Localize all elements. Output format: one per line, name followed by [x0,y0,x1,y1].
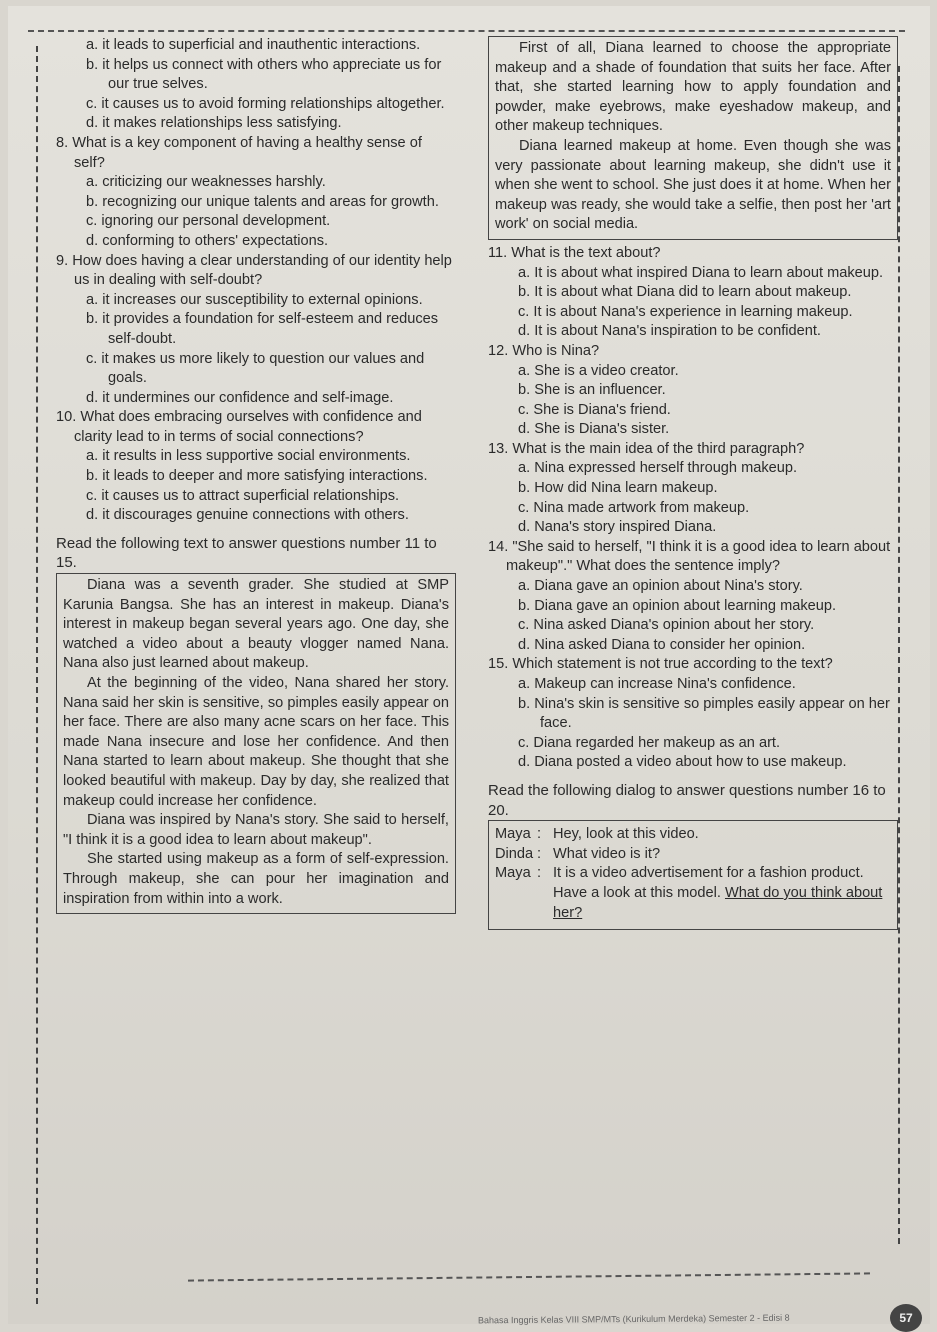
option-11d: d. It is about Nana's inspiration to be confident. [518,323,821,340]
question-15 [488,655,898,773]
question-10 [56,408,456,526]
question-10-text: 10. What does embracing ourselves with confidence and clarity lead to in terms of social connections? [56,409,422,445]
dialog-line: Maya : Hey, look at this video. [495,825,891,845]
dialog-line: Maya : It is a video advertisement for a fashion product. Have a look at this model. What do you think about her? [495,864,891,923]
option-12c: c. She is Diana's friend. [518,401,671,418]
right-column [488,36,898,930]
option-8b: b. recognizing our unique talents and areas for growth. [86,193,439,210]
option-13d: d. Nana's story inspired Diana. [518,519,717,536]
option-11c: c. It is about Nana's experience in learning makeup. [518,303,853,320]
option-15d: d. Diana posted a video about how to use makeup. [518,754,847,771]
passage-paragraph-2: At the beginning of the video, Nana shared her story. Nana said her skin is sensitive, so pimples easily appear on her face. There are also many acne scars on her face. This made Nana insecure and lose her confidence. And then Nana started to learn about makeup. She thought that she looked beautiful with makeup. Day by day, she realized that makeup could increase her confidence. [63,675,449,809]
question-9-text: 9. How does having a clear understanding of our identity help us in dealing with self-doubt? [56,252,452,289]
left-dashed-border [36,46,42,1304]
left-column [56,36,456,914]
option-12d: d. She is Diana's sister. [518,421,670,438]
passage-paragraph-3: Diana was inspired by Nana's story. She said to herself, "I think it is a good idea to learn about makeup". [63,812,449,848]
dialog-text: What video is it? [553,845,661,862]
option-10b: b. it leads to deeper and more satisfying interactions. [86,468,428,485]
option-9d: d. it undermines our confidence and self-image. [86,389,394,406]
bottom-dashed-border [188,1272,870,1281]
dialog-instruction: Read the following dialog to answer questions number 16 to 20. [488,781,886,819]
passage-paragraph-6: Diana learned makeup at home. Even though she was very passionate about learning makeup, she didn't use it when she went to school. She just does it at home. When her makeup was ready, she would take a selfie, then post her 'art work' on social media. [495,137,891,233]
option-15b: b. Nina's skin is sensitive so pimples easily appear on her face. [518,695,890,732]
question-11 [488,244,898,342]
dialog-speaker: Maya [495,826,531,843]
option-8a: a. criticizing our weaknesses harshly. [86,174,326,191]
dialog-text: It is a video advertisement for a fashion product. Have a look at this model. What do you think about her? [553,865,883,921]
dialog-box [488,820,898,930]
page-number-badge: 57 [890,1304,922,1332]
top-dashed-border [28,30,905,32]
dialog-speaker: Maya [495,865,531,882]
question-11-text: 11. What is the text about? [488,244,661,261]
option-10d: d. it discourages genuine connections with others. [86,507,409,524]
book-footer: Bahasa Inggris Kelas VIII SMP/MTs (Kurikulum Merdeka) Semester 2 - Edisi 8 [477,1312,790,1326]
option-9a: a. it increases our susceptibility to external opinions. [86,291,423,308]
option-13b: b. How did Nina learn makeup. [518,480,718,497]
option-11a: a. It is about what inspired Diana to learn about makeup. [518,264,884,281]
option-11b: b. It is about what Diana did to learn about makeup. [518,284,852,301]
option-7c: c. it causes us to avoid forming relationships altogether. [86,95,445,112]
option-7d: d. it makes relationships less satisfying. [86,115,342,132]
question-14 [488,538,898,656]
question-14-text: 14. "She said to herself, "I think it is a good idea to learn about makeup"." What does the sentence imply? [488,538,891,575]
option-12a: a. She is a video creator. [518,362,679,379]
question-15-text: 15. Which statement is not true according to the text? [488,656,833,673]
passage-paragraph-1: Diana was a seventh grader. She studied at SMP Karunia Bangsa. She has an interest in makeup. Diana's interest in makeup began several years ago. One day, she watched a video about a beauty vlogger named Nana. Nana also just learned about makeup. [63,577,449,672]
option-13c: c. Nina made artwork from makeup. [518,499,750,516]
option-7a: a. it leads to superficial and inauthentic interactions. [86,37,421,53]
option-10a: a. it results in less supportive social environments. [86,448,411,465]
question-13 [488,440,898,538]
option-15c: c. Diana regarded her makeup as an art. [518,734,781,751]
option-13a: a. Nina expressed herself through makeup. [518,460,798,477]
dialog-text: Hey, look at this video. [553,826,699,843]
option-9c: c. it makes us more likely to question our values and goals. [86,350,425,387]
option-8d: d. conforming to others' expectations. [86,232,329,249]
reading-passage-continued [488,36,898,240]
worksheet-page [8,6,930,1324]
passage-paragraph-5: First of all, Diana learned to choose the appropriate makeup and a shade of foundation that suits her face. After that, she started learning how to apply foundation and powder, make eyebrows, make eyeshadow makeup, and other makeup techniques. [495,40,891,135]
passage-paragraph-4: She started using makeup as a form of self-expression. Through makeup, she can pour her imagination and inspiration from within into a work. [63,851,449,907]
question-12-text: 12. Who is Nina? [488,342,600,359]
reading-instruction: Read the following text to answer questions number 11 to 15. [56,534,437,572]
option-9b: b. it provides a foundation for self-esteem and reduces self-doubt. [86,311,439,347]
dialog-line: Dinda : What video is it? [495,845,891,865]
reading-passage [56,573,456,914]
option-7b: b. it helps us connect with others who appreciate us for our true selves. [86,56,442,93]
question-8-text: 8. What is a key component of having a healthy sense of self? [56,134,422,171]
question-7-options [56,36,456,134]
option-15a: a. Makeup can increase Nina's confidence. [518,676,796,692]
option-10c: c. it causes us to attract superficial relationships. [86,487,400,504]
question-13-text: 13. What is the main idea of the third paragraph? [488,440,805,457]
question-8 [56,134,456,252]
dialog-speaker: Dinda [495,845,534,862]
option-14b: b. Diana gave an opinion about learning makeup. [518,597,837,614]
question-9 [56,252,456,409]
option-14a: a. Diana gave an opinion about Nina's story. [518,578,803,595]
option-14c: c. Nina asked Diana's opinion about her story. [518,617,815,634]
question-12 [488,342,898,440]
option-8c: c. ignoring our personal development. [86,213,331,230]
option-14d: d. Nina asked Diana to consider her opinion. [518,636,806,653]
option-12b: b. She is an influencer. [518,382,666,399]
